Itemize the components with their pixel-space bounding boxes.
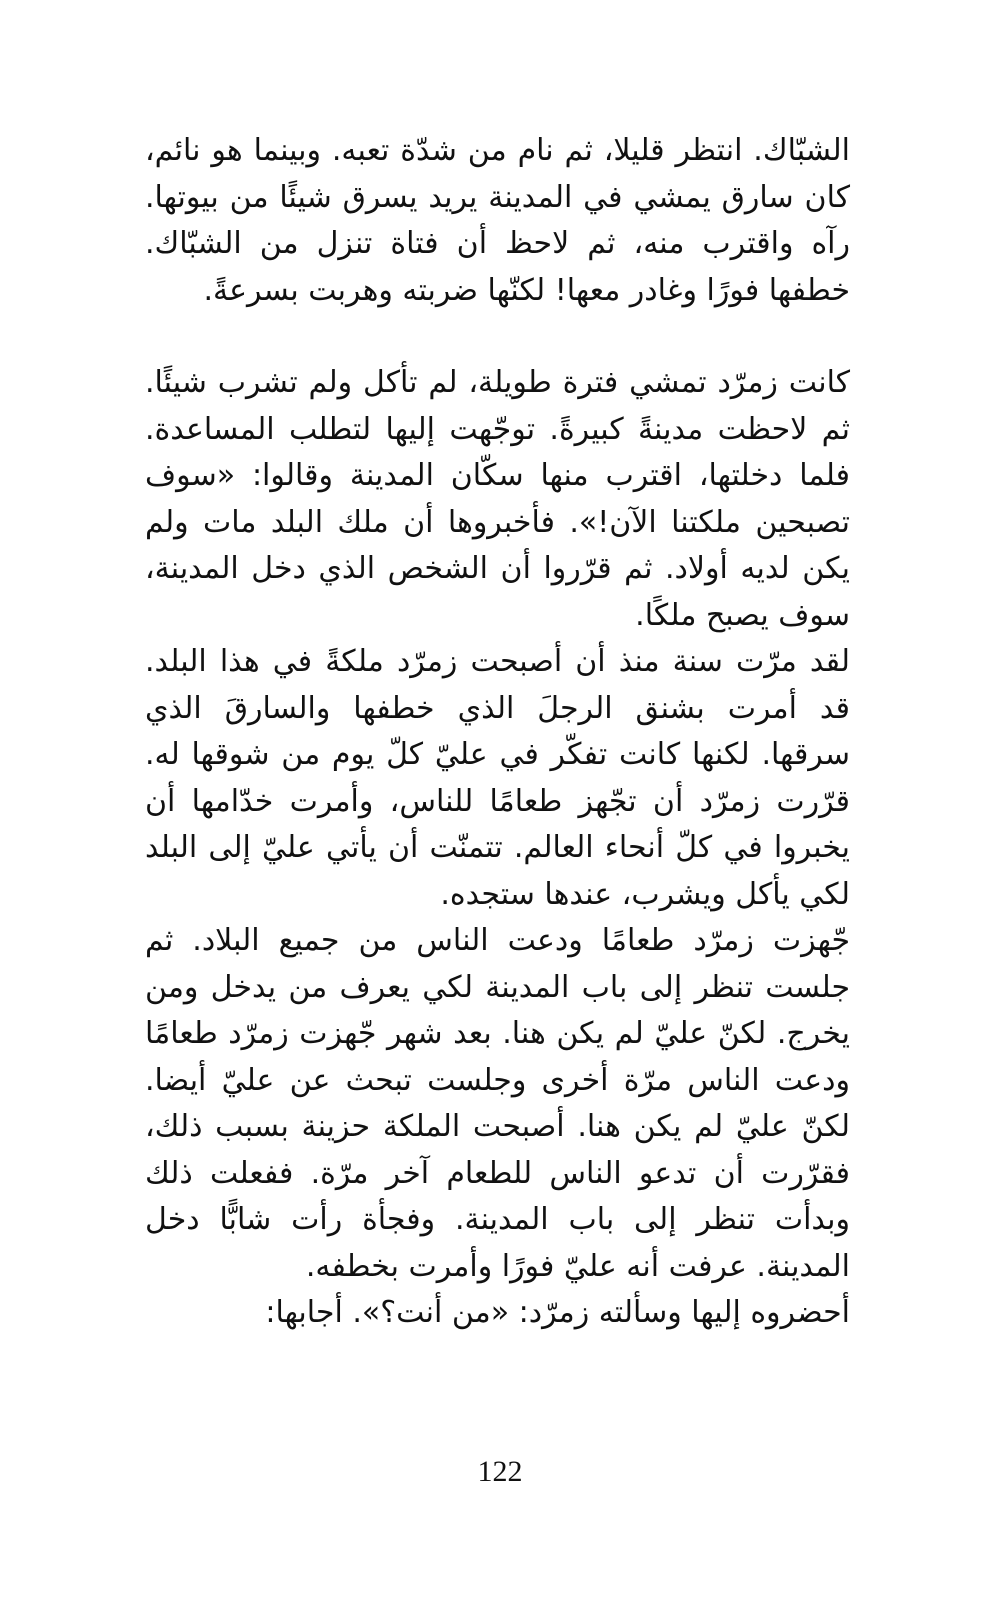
paragraph-thief: الشبّاك. انتظر قليلا، ثم نام من شدّة تعبه. وبينما هو نائم، كان سارق يمشي في المدينة يريد يسرق شيئًا من بيوتها. رآه واقترب منه، ثم لاحظ أن فتاة تنزل من الشبّاك. خطفها فورًا وغادر معها! لكنّها ضربته وهربت بسرعةً. [145,133,850,308]
body-text [145,128,850,1337]
paragraph-city: كانت زمرّد تمشي فترة طويلة، لم تأكل ولم تشرب شيئًا. ثم لاحظت مدينةً كبيرةً. توجّهت إليها لتطلب المساعدة. فلما دخلتها، اقترب منها سكّان المدينة وقالوا: «سوف تصبحين ملكتنا الآن!». فأخبروها أن ملك البلد مات ولم يكن لديه أولاد. ثم قرّروا أن الشخص الذي دخل المدينة، سوف يصبح ملكًا. [145,365,850,633]
paragraph-question: أحضروه إليها وسألته زمرّد: «من أنت؟». أجابها: [265,1295,850,1330]
paragraph-feast: جّهزت زمرّد طعامًا ودعت الناس من جميع البلاد. ثم جلست تنظر إلى باب المدينة لكي يعرف من يدخل ومن يخرج. لكنّ عليّ لم يكن هنا. بعد شهر جّهزت زمرّد طعامًا ودعت الناس مرّة أخرى وجلست تبحث عن عليّ أيضا. لكنّ عليّ لم يكن هنا. أصبحت الملكة حزينة بسبب ذلك، فقرّرت أن تدعو الناس للطعام آخر مرّة. ففعلت ذلك وبدأت تنظر إلى باب المدينة. وفجأة رأت شابًّا دخل المدينة. عرفت أنه عليّ فورًا وأمرت بخطفه. [145,923,850,1284]
page-number: 122 [477,1455,523,1488]
paragraph-gap [145,314,850,360]
paragraph-queen: لقد مرّت سنة منذ أن أصبحت زمرّد ملكةً في هذا البلد. قد أمرت بشنق الرجلَ الذي خطفها والسارقَ الذي سرقها. لكنها كانت تفكّر في عليّ كلّ يوم من شوقها له. قرّرت زمرّد أن تجّهز طعامًا للناس، وأمرت خدّامها أن يخبروا في كلّ أنحاء العالم. تتمنّت أن يأتي عليّ إلى البلد لكي يأكل ويشرب، عندها ستجده. [145,644,850,912]
